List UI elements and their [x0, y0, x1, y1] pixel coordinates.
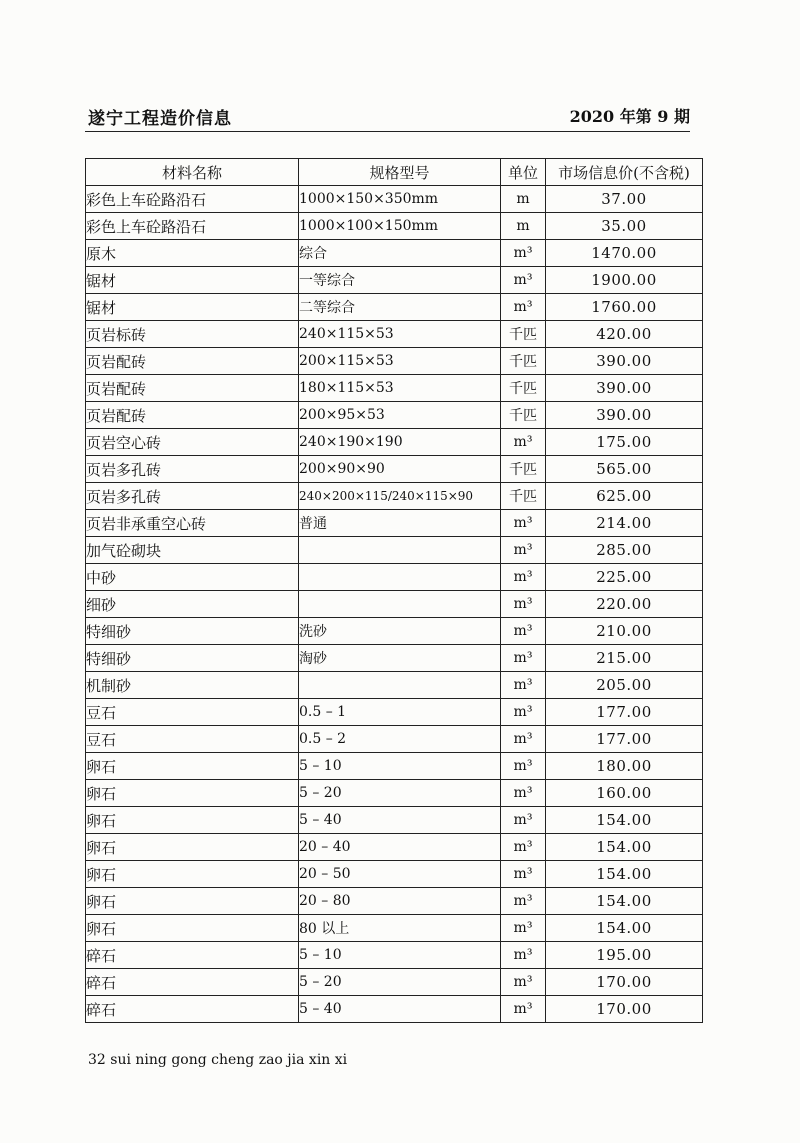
spec-cell: 5 – 40 [299, 996, 501, 1023]
spec-cell: 240×190×190 [299, 429, 501, 456]
material-name-cell: 卵石 [86, 780, 299, 807]
spec-cell: 200×95×53 [299, 402, 501, 429]
column-header-material-name: 材料名称 [86, 159, 299, 186]
spec-cell: 200×115×53 [299, 348, 501, 375]
price-cell: 154.00 [546, 861, 703, 888]
spec-cell: 200×90×90 [299, 456, 501, 483]
price-cell: 390.00 [546, 402, 703, 429]
price-cell: 35.00 [546, 213, 703, 240]
column-header-price: 市场信息价(不含税) [546, 159, 703, 186]
spec-cell: 180×115×53 [299, 375, 501, 402]
material-name-cell: 页岩配砖 [86, 375, 299, 402]
price-cell: 170.00 [546, 969, 703, 996]
table-row [86, 294, 703, 321]
material-name-cell: 卵石 [86, 807, 299, 834]
unit-cell: m³ [501, 942, 546, 969]
spec-cell [299, 672, 501, 699]
price-cell: 154.00 [546, 915, 703, 942]
material-name-cell: 碎石 [86, 996, 299, 1023]
price-cell: 285.00 [546, 537, 703, 564]
price-cell: 154.00 [546, 888, 703, 915]
material-name-cell: 锯材 [86, 294, 299, 321]
table-row [86, 429, 703, 456]
spec-cell: 240×200×115/240×115×90 [299, 483, 501, 510]
price-cell: 175.00 [546, 429, 703, 456]
price-cell: 225.00 [546, 564, 703, 591]
unit-cell: 千匹 [501, 483, 546, 510]
price-cell: 214.00 [546, 510, 703, 537]
table-row [86, 510, 703, 537]
spec-cell: 淘砂 [299, 645, 501, 672]
unit-cell: m³ [501, 537, 546, 564]
spec-cell: 20 – 80 [299, 888, 501, 915]
material-name-cell: 卵石 [86, 861, 299, 888]
unit-cell: m³ [501, 267, 546, 294]
issue-number: 2020 年第 9 期 [569, 107, 690, 126]
material-name-cell: 豆石 [86, 699, 299, 726]
price-cell: 154.00 [546, 807, 703, 834]
material-name-cell: 页岩配砖 [86, 348, 299, 375]
price-cell: 180.00 [546, 753, 703, 780]
table-row [86, 996, 703, 1023]
price-cell: 220.00 [546, 591, 703, 618]
material-name-cell: 豆石 [86, 726, 299, 753]
material-name-cell: 锯材 [86, 267, 299, 294]
unit-cell: 千匹 [501, 456, 546, 483]
price-cell: 625.00 [546, 483, 703, 510]
price-cell: 37.00 [546, 186, 703, 213]
table-row [86, 861, 703, 888]
unit-cell: m³ [501, 294, 546, 321]
material-name-cell: 页岩多孔砖 [86, 483, 299, 510]
spec-cell: 综合 [299, 240, 501, 267]
table-row [86, 402, 703, 429]
material-name-cell: 特细砂 [86, 645, 299, 672]
table-row [86, 564, 703, 591]
material-name-cell: 卵石 [86, 834, 299, 861]
material-name-cell: 页岩多孔砖 [86, 456, 299, 483]
table-row [86, 240, 703, 267]
table-row [86, 267, 703, 294]
material-name-cell: 原木 [86, 240, 299, 267]
material-name-cell: 卵石 [86, 888, 299, 915]
spec-cell [299, 537, 501, 564]
spec-cell [299, 564, 501, 591]
table-row [86, 591, 703, 618]
price-cell: 1760.00 [546, 294, 703, 321]
material-name-cell: 细砂 [86, 591, 299, 618]
unit-cell: m³ [501, 996, 546, 1023]
material-name-cell: 特细砂 [86, 618, 299, 645]
price-cell: 1470.00 [546, 240, 703, 267]
unit-cell: m³ [501, 429, 546, 456]
table-row [86, 321, 703, 348]
material-name-cell: 机制砂 [86, 672, 299, 699]
unit-cell: m³ [501, 645, 546, 672]
material-price-table [85, 158, 703, 1023]
table-row [86, 969, 703, 996]
table-row [86, 186, 703, 213]
price-cell: 177.00 [546, 699, 703, 726]
spec-cell: 一等综合 [299, 267, 501, 294]
unit-cell: 千匹 [501, 402, 546, 429]
unit-cell: m³ [501, 591, 546, 618]
material-name-cell: 页岩非承重空心砖 [86, 510, 299, 537]
unit-cell: m³ [501, 807, 546, 834]
table-header-row [86, 159, 703, 186]
unit-cell: m [501, 213, 546, 240]
table-row [86, 915, 703, 942]
unit-cell: m³ [501, 672, 546, 699]
unit-cell: 千匹 [501, 348, 546, 375]
price-cell: 205.00 [546, 672, 703, 699]
table-row [86, 699, 703, 726]
spec-cell: 5 – 10 [299, 753, 501, 780]
unit-cell: m³ [501, 510, 546, 537]
material-name-cell: 卵石 [86, 753, 299, 780]
unit-cell: m³ [501, 888, 546, 915]
unit-cell: m³ [501, 753, 546, 780]
price-cell: 154.00 [546, 834, 703, 861]
spec-cell: 0.5 – 2 [299, 726, 501, 753]
price-cell: 420.00 [546, 321, 703, 348]
price-cell: 177.00 [546, 726, 703, 753]
unit-cell: m³ [501, 780, 546, 807]
spec-cell: 20 – 40 [299, 834, 501, 861]
unit-cell: 千匹 [501, 321, 546, 348]
table-row [86, 213, 703, 240]
table-row [86, 753, 703, 780]
spec-cell [299, 591, 501, 618]
material-name-cell: 卵石 [86, 915, 299, 942]
price-cell: 210.00 [546, 618, 703, 645]
spec-cell: 普通 [299, 510, 501, 537]
material-name-cell: 碎石 [86, 942, 299, 969]
price-cell: 170.00 [546, 996, 703, 1023]
table-row [86, 888, 703, 915]
table-row [86, 375, 703, 402]
material-name-cell: 碎石 [86, 969, 299, 996]
spec-cell: 二等综合 [299, 294, 501, 321]
unit-cell: m³ [501, 726, 546, 753]
unit-cell: m³ [501, 564, 546, 591]
column-header-unit: 单位 [501, 159, 546, 186]
table-row [86, 780, 703, 807]
price-cell: 565.00 [546, 456, 703, 483]
header-divider [85, 131, 690, 132]
spec-cell: 80 以上 [299, 915, 501, 942]
price-cell: 390.00 [546, 375, 703, 402]
spec-cell: 5 – 40 [299, 807, 501, 834]
unit-cell: m³ [501, 699, 546, 726]
unit-cell: m³ [501, 915, 546, 942]
spec-cell: 240×115×53 [299, 321, 501, 348]
price-cell: 195.00 [546, 942, 703, 969]
table-row [86, 537, 703, 564]
unit-cell: m³ [501, 240, 546, 267]
price-cell: 215.00 [546, 645, 703, 672]
publication-title: 遂宁工程造价信息 [88, 109, 232, 129]
unit-cell: m³ [501, 834, 546, 861]
material-name-cell: 页岩空心砖 [86, 429, 299, 456]
material-name-cell: 加气砼砌块 [86, 537, 299, 564]
spec-cell: 5 – 20 [299, 780, 501, 807]
price-cell: 160.00 [546, 780, 703, 807]
table-header [86, 159, 703, 186]
price-cell: 390.00 [546, 348, 703, 375]
spec-cell: 5 – 10 [299, 942, 501, 969]
table-body [86, 186, 703, 1023]
spec-cell: 洗砂 [299, 618, 501, 645]
material-name-cell: 彩色上车砼路沿石 [86, 186, 299, 213]
unit-cell: m³ [501, 861, 546, 888]
table-row [86, 672, 703, 699]
material-name-cell: 中砂 [86, 564, 299, 591]
table-row [86, 645, 703, 672]
price-cell: 1900.00 [546, 267, 703, 294]
unit-cell: 千匹 [501, 375, 546, 402]
material-name-cell: 彩色上车砼路沿石 [86, 213, 299, 240]
table-row [86, 834, 703, 861]
table-row [86, 483, 703, 510]
table-row [86, 456, 703, 483]
table-row [86, 807, 703, 834]
spec-cell: 1000×150×350mm [299, 186, 501, 213]
column-header-spec: 规格型号 [299, 159, 501, 186]
unit-cell: m³ [501, 969, 546, 996]
table-row [86, 618, 703, 645]
material-name-cell: 页岩配砖 [86, 402, 299, 429]
spec-cell: 20 – 50 [299, 861, 501, 888]
unit-cell: m³ [501, 618, 546, 645]
table-row [86, 942, 703, 969]
page-footer: 32 sui ning gong cheng zao jia xin xi [88, 1052, 348, 1068]
spec-cell: 5 – 20 [299, 969, 501, 996]
material-name-cell: 页岩标砖 [86, 321, 299, 348]
spec-cell: 0.5 – 1 [299, 699, 501, 726]
table-row [86, 348, 703, 375]
table-row [86, 726, 703, 753]
spec-cell: 1000×100×150mm [299, 213, 501, 240]
unit-cell: m [501, 186, 546, 213]
